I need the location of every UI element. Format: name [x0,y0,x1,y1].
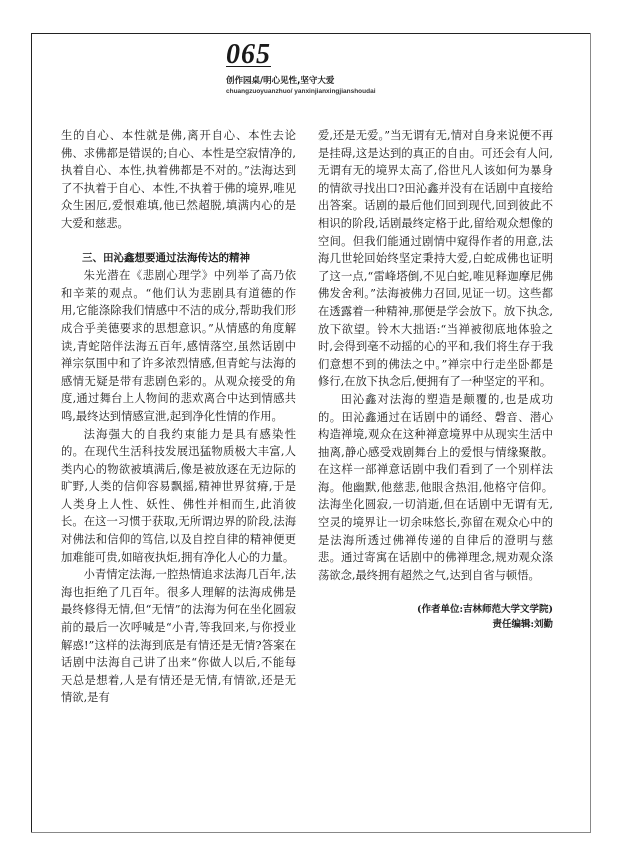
page-border-right [590,33,591,833]
body-paragraph: 朱光潜在《悲剧心理学》中列举了高乃依和辛莱的观点。“他们认为悲剧具有道德的作用,它能涤除我们情感中不洁的成分,帮助我们形成合乎美德要求的思想意识。”从情感的角度解读,青蛇陪伴法海五百年,感情落空,虽然话剧中禅宗氛围中和了许多浓烈情感,但青蛇与法海的感情无疑是带有悲剧色彩的。从观众接受的角度,通过舞台上人物间的悲欢离合中达到情感共鸣,最终达到情感宣泄,起到净化性情的作用。 [61,269,296,423]
page-border-bottom [31,832,591,833]
responsible-editor: 责任编辑:刘勤 [492,619,553,631]
journal-column-pinyin: chuangzuoyuanzhuo/ yanxinjianxingjianshoudai [226,88,376,95]
left-column [61,127,296,707]
right-column [318,127,553,632]
page-border-top [31,33,591,34]
journal-column-title: 创作园桌/明心见性,坚守大爱 [226,76,335,86]
body-paragraph: 爱,还是无爱。”当无谓有无,情对自身来说便不再是挂碍,这是达到的真正的自由。可还会有人问,无谓有无的境界太高了,俗世凡人该如何为暴身的情欲寻找出口?田沁鑫并没有在话剧中直接给出答案。话剧的最后他们回到现代,回到彼此不相识的阶段,话剧最终定格于此,留给观众想像的空间。但我们能通过剧情中窥得作者的用意,法海几世轮回始终坚定秉持大爱,白蛇成佛也证明了这一点,“雷峰塔倒,不见白蛇,唯见释迦摩尼佛佛发舍利。”法海被佛力召回,见证一切。这些都在透露着一种精神,那便是学会放下。放下执念,放下欲望。铃木大拙语:“当禅被彻底地体验之时,会得到毫不动摇的心的平和,我们将生存于我们意想不到的佛法之中。”禅宗中行走坐卧都是修行,在放下执念后,便拥有了一种坚定的平和。 [318,129,553,389]
page-header [226,40,566,96]
body-paragraph: 田沁鑫对法海的塑造是颠覆的,也是成功的。田沁鑫通过在话剧中的诵经、磬音、潜心构造禅境,观众在这种禅意境界中从现实生活中抽离,静心感受戏剧舞台上的爱恨与情缘聚散。在这样一部禅意话剧中我们看到了一个别样法海。他幽默,他慈悲,他眼含热泪,他格守信仰。法海坐化圆寂,一切消逝,但在话剧中无谓有无,空灵的境界让一切余味悠长,弥留在观众心中的是法海所透过佛禅传递的自律后的澄明与慈悲。通过寄寓在话剧中的佛禅理念,规劝观众涤荡欲念,最终拥有超然之气,达到自省与顿悟。 [318,392,553,582]
author-affiliation: (作者单位:吉林师范大学文学院) [417,604,553,616]
section-heading: 三、田沁鑫想要通过法海传达的精神 [82,251,250,264]
page-border-left [31,33,32,833]
page-number: 065 [226,39,271,70]
body-paragraph: 生的自心、本性就是佛,离开自心、本性去论佛、求佛都是错误的;自心、本性是空寂情净的,执着自心、本性,执着佛都是不对的。”法海达到了不执着于自心、本性,不执着于佛的境界,唯见众生困厄,爱恨难填,他已然超脱,填满内心的是大爱和慈悲。 [61,129,296,230]
body-paragraph: 法海强大的自我约束能力是具有感染性的。在现代生活科技发展迅猛物质极大丰富,人类内心的物欲被填满后,像是被放逐在无边际的旷野,人类的信仰容易飘摇,精神世界贫瘠,于是人类身上人性、妖性、佛性并相而生,此消彼长。在这一习惯于获取,无所谓边界的阶段,法海对佛法和信仰的笃信,以及自控自律的精神便更加难能可贵,如暗夜执炬,拥有净化人心的力量。 [61,427,296,564]
body-paragraph: 小青情定法海,一腔热情追求法海几百年,法海也拒绝了几百年。很多人理解的法海成佛是最终修得无情,但“无情”的法海为何在坐化圆寂前的最后一次呼喊是“小青,等我回来,与你授业解惑!”这样的法海到底是有情还是无情?答案在话剧中法海自己讲了出来“你做人以后,不能每天总是想着,人是有情还是无情,有情欲,还是无情欲,是有 [61,568,296,705]
